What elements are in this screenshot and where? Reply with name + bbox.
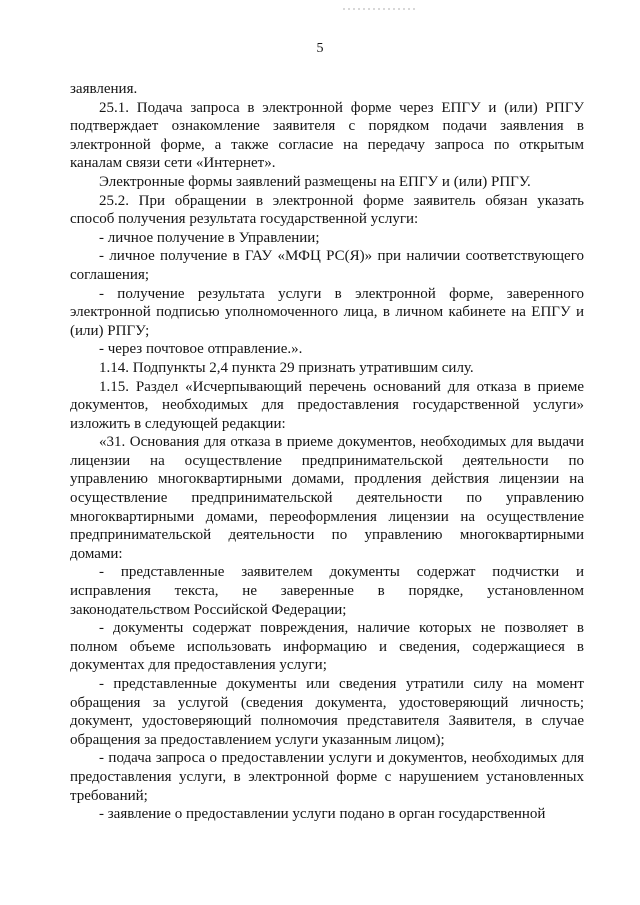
paragraph-continuation: заявления.: [70, 81, 138, 97]
scan-artifact: [343, 8, 417, 10]
paragraph-31: «31. Основания для отказа в приеме документов, необходимых для выдачи лицензии на осуществление предпринимательской деятельности по управлению многоквартирными домами, продления действия лицензии на осуществление предпринимательской деятельности по управлению многоквартирными домами, переоформления лицензии на осуществление предпринимательской деятельности по управлению многоквартирными домами:: [70, 434, 584, 562]
list-item-electronic-violation: - подача запроса о предоставлении услуги и документов, необходимых для предоставления услуги, в электронной форме с нарушением установленных требований;: [70, 750, 584, 804]
list-item-damage: - документы содержат повреждения, наличие которых не позволяет в полном объеме использовать информацию и сведения, содержащиеся в документах для предоставления услуги;: [70, 620, 584, 674]
list-item-post: - через почтовое отправление.».: [99, 341, 303, 358]
body-text: [70, 80, 584, 824]
paragraph-1-14: 1.14. Подпункты 2,4 пункта 29 признать утратившим силу.: [99, 359, 474, 376]
list-item-mfc: - личное получение в ГАУ «МФЦ РС(Я)» при наличии соответствующего соглашения;: [70, 248, 584, 283]
paragraph-electronic-forms: Электронные формы заявлений размещены на ЕПГУ и (или) РПГУ.: [99, 173, 531, 190]
page-number: 5: [316, 41, 324, 56]
paragraph-1-15: 1.15. Раздел «Исчерпывающий перечень оснований для отказа в приеме документов, необходимых для предоставления государственной услуги» изложить в следующей редакции:: [70, 378, 584, 432]
paragraph-25-1: 25.1. Подача запроса в электронной форме через ЕПГУ и (или) РПГУ подтверждает ознакомление заявителя с порядком подачи заявления в электронной форме, а также согласие на передачу запроса по открытым каналам связи сети «Интернет».: [70, 99, 584, 172]
list-item-electronic: - получение результата услуги в электронной форме, заверенного электронной подписью уполномоченного лица, в личном кабинете на ЕПГУ и (или) РПГУ;: [70, 285, 584, 339]
list-item-expired: - представленные документы или сведения утратили силу на момент обращения за услугой (сведения документа, удостоверяющий личность; документ, удостоверяющий полномочия представителя Заявителя, в случае обращения за предоставлением услуги указанным лицом);: [70, 676, 584, 748]
paragraph-25-2: 25.2. При обращении в электронной форме заявитель обязан указать способ получения результата государственной услуги:: [70, 192, 584, 228]
list-item-personal-office: - личное получение в Управлении;: [99, 229, 320, 246]
list-item-corrections: - представленные заявителем документы содержат подчистки и исправления текста, не заверенные в порядке, установленном законодательством Российской Федерации;: [70, 564, 584, 618]
list-item-wrong-authority: - заявление о предоставлении услуги подано в орган государственной: [99, 806, 546, 823]
